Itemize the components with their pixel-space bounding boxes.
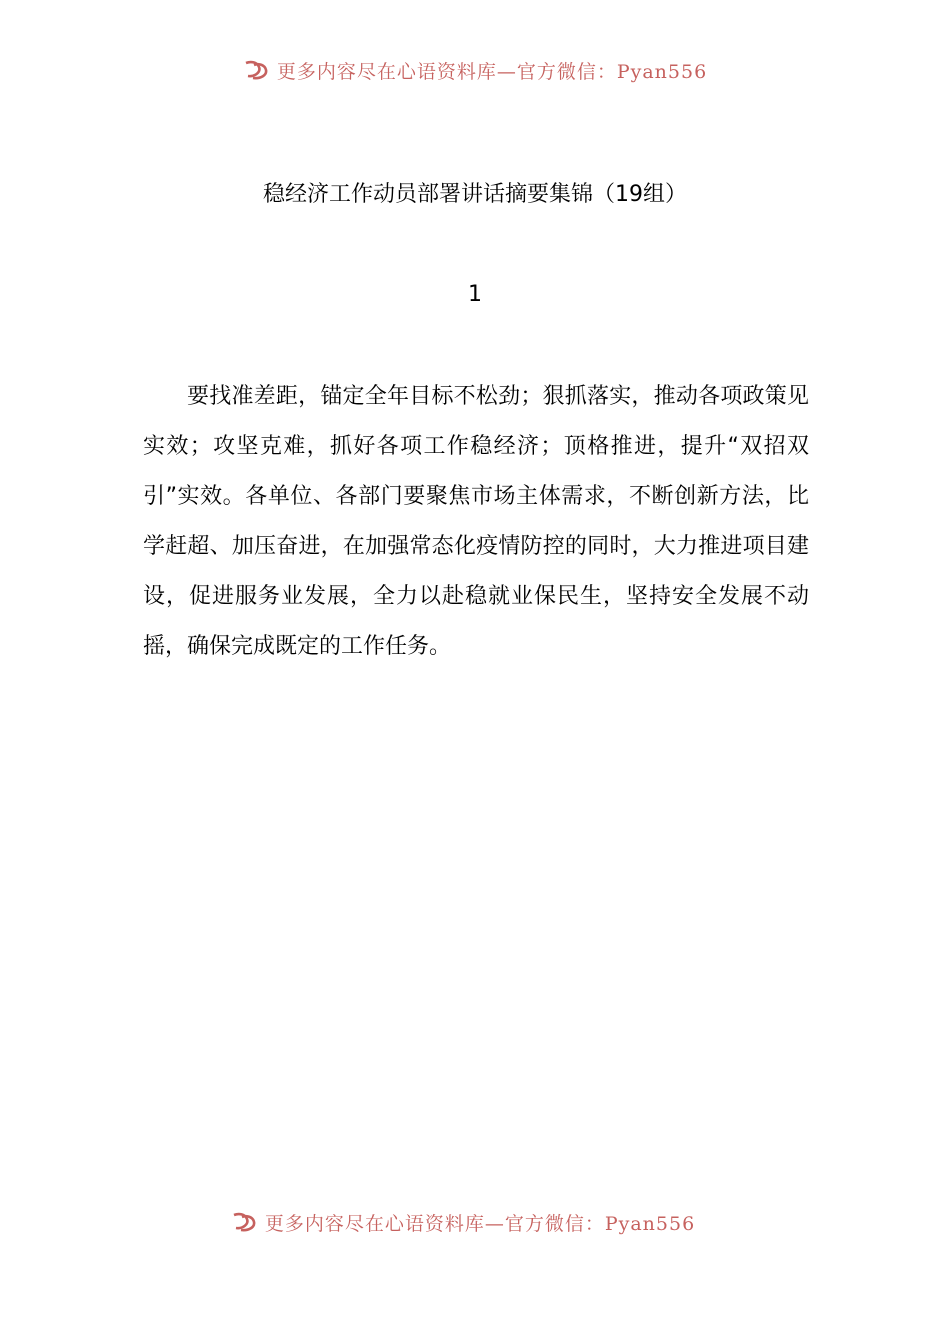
section-number: 1 <box>468 282 482 307</box>
watermark-text: 更多内容尽在心语资料库—官方微信：Pyan556 <box>276 60 708 83</box>
brand-logo-icon <box>243 59 269 81</box>
header-watermark <box>0 56 950 84</box>
footer-watermark <box>0 1208 938 1236</box>
watermark-text: 更多内容尽在心语资料库—官方微信：Pyan556 <box>264 1212 696 1235</box>
body-paragraph: 要找准差距，锚定全年目标不松劲；狠抓落实，推动各项政策见实效；攻坚克难，抓好各项工作稳经济；顶格推进，提升“双招双引”实效。各单位、各部门要聚焦市场主体需求，不断创新方法，比学赶超、加压奋进，在加强常态化疫情防控的同时，大力推进项目建设，促进服务业发展，全力以赴稳就业保民生，坚持安全发展不动摇，确保完成既定的工作任务。 <box>143 384 809 659</box>
brand-logo-icon <box>231 1211 257 1233</box>
document-title: 稳经济工作动员部署讲话摘要集锦（19组） <box>263 182 687 207</box>
